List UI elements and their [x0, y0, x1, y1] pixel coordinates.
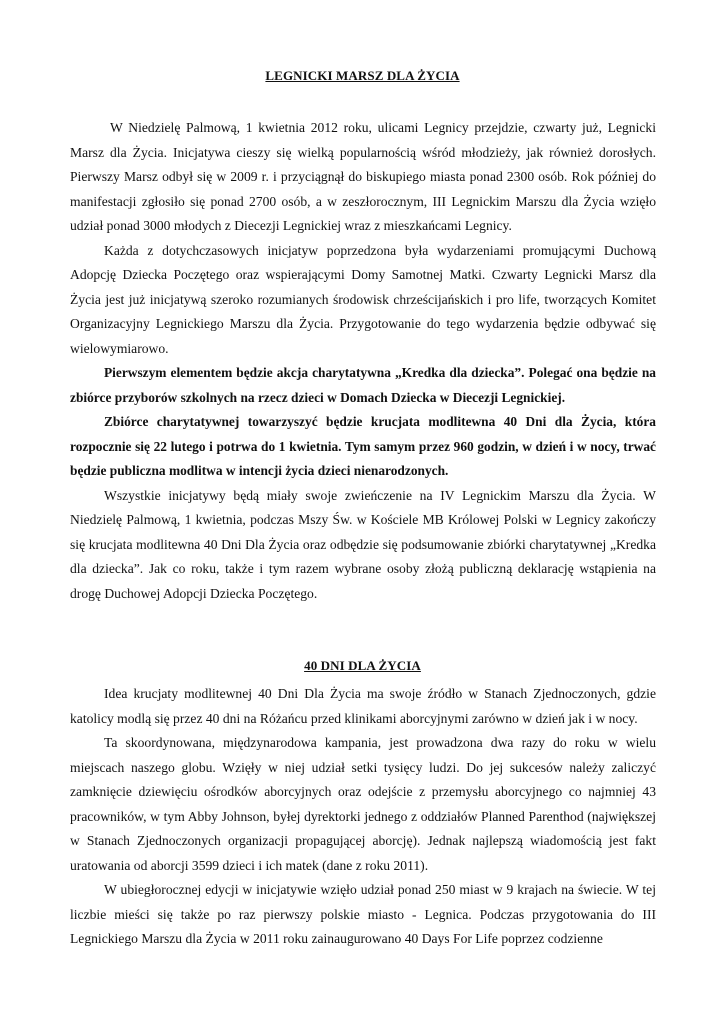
- paragraph: Każda z dotychczasowych inicjatyw poprzedzona była wydarzeniami promującymi Duchową Adopcję Dziecka Poczętego oraz wspierającymi Domy Samotnej Matki. Czwarty Legnicki Marsz dla Życia jest już inicjatywą szeroko rozumianych środowisk chrześcijańskich i pro life, tworzących Komitet Organizacyjny Legnickiego Marszu dla Życia. Przygotowanie do tego wydarzenia będzie odbywać się wielowymiarowo.: [70, 242, 656, 356]
- paragraph-bold: Pierwszym elementem będzie akcja charytatywna „Kredka dla dziecka”. Polegać ona będzie na zbiórce przyborów szkolnych na rzecz dzieci w Domach Dziecka w Diecezji Legnickiej.: [70, 365, 656, 405]
- paragraph: W ubiegłorocznej edycji w inicjatywie wzięło udział ponad 250 miast w 9 krajach na świecie. W tej liczbie mieści się także po raz pierwszy polskie miasto - Legnica. Podczas przygotowania do III Legnickiego Marszu dla Życia w 2011 roku zainaugurowano 40 Days For Life poprzez codzienne: [70, 882, 656, 946]
- paragraph: Wszystkie inicjatywy będą miały swoje zwieńczenie na IV Legnickim Marszu dla Życia. W Niedzielę Palmową, 1 kwietnia, podczas Mszy Św. w Kościele MB Królowej Polski w Legnicy zakończy się krucjata modlitewna 40 Dni Dla Życia oraz odbędzie się podsumowanie zbiórki charytatywnej „Kredka dla dziecka”. Jak co roku, także i tym razem wybrane osoby złożą publiczną deklarację wstąpienia na drogę Duchowej Adopcji Dziecka Poczętego.: [70, 487, 656, 601]
- page-title: LEGNICKI MARSZ DLA ŻYCIA: [265, 68, 460, 83]
- paragraph: Ta skoordynowana, międzynarodowa kampania, jest prowadzona dwa razy do roku w wielu miejscach naszego globu. Wzięły w niej udział setki tysięcy ludzi. Do jej sukcesów należy zaliczyć zamknięcie dziewięciu ośrodków aborcyjnych oraz odejście z przemysłu aborcyjnego co najmniej 43 pracowników, w tym Abby Johnson, byłej dyrektorki jednego z oddziałów Planned Parenthod (największej w Stanach Zjednoczonych organizacji propagującej aborcję). Jednak najlepszą wiadomością jest fakt uratowania od aborcji 3599 dzieci i ich matek (dane z roku 2011).: [70, 735, 656, 873]
- paragraph: Idea krucjaty modlitewnej 40 Dni Dla Życia ma swoje źródło w Stanach Zjednoczonych, gdzie katolicy modlą się przez 40 dni na Różańcu przed klinikami aborcyjnymi zarówno w dzień jak i w nocy.: [70, 686, 656, 726]
- paragraph: W Niedzielę Palmową, 1 kwietnia 2012 roku, ulicami Legnicy przejdzie, czwarty już, Legnicki Marsz dla Życia. Inicjatywa cieszy się wielką popularnością wśród młodzieży, jak również dorosłych. Pierwszy Marsz odbył się w 2009 r. i przyciągnął do biskupiego miasta ponad 2300 osób. Rok później do manifestacji zgłosiło się ponad 2700 osób, a w zeszłorocznym, III Legnickim Marszu dla Życia wzięło udział ponad 3000 młodych z Diecezji Legnickiej wraz z mieszkańcami Legnicy.: [70, 120, 656, 233]
- paragraph-bold: Zbiórce charytatywnej towarzyszyć będzie krucjata modlitewna 40 Dni dla Życia, która rozpocznie się 22 lutego i potrwa do 1 kwietnia. Tym samym przez 960 godzin, w dzień i w nocy, trwać będzie publiczna modlitwa w intencji życia dzieci nienarodzonych.: [70, 414, 656, 478]
- section-body-text: [70, 682, 656, 952]
- body-text: [70, 116, 656, 606]
- section-title: 40 DNI DLA ŻYCIA: [304, 658, 421, 673]
